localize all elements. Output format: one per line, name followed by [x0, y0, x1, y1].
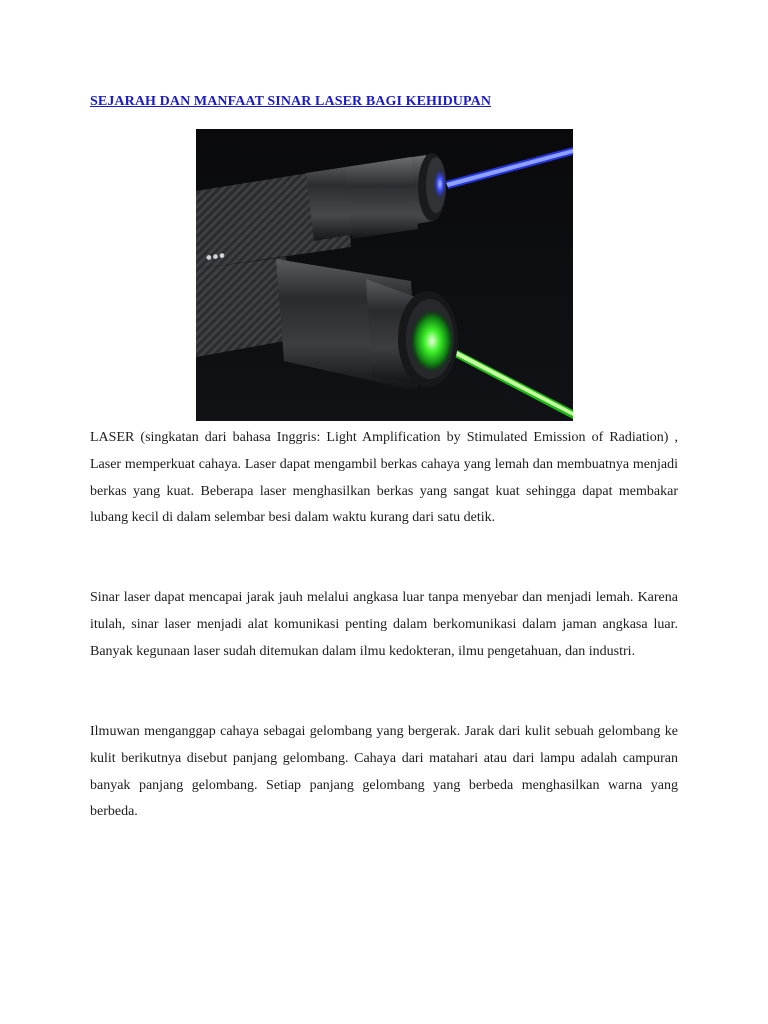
- svg-text:●●●: ●●●: [204, 249, 227, 264]
- paragraph: LASER (singkatan dari bahasa Inggris: Light Amplification by Stimulated Emission of Radiation) , Laser memperkuat cahaya. Laser dapat mengambil berkas cahaya yang lemah dan membuatnya menjadi berkas yang kuat. Beberapa laser menghasilkan berkas yang sangat kuat sehingga dapat membakar lubang kecil di dalam selembar besi dalam waktu kurang dari satu detik.: [90, 430, 678, 526]
- paragraph: Ilmuwan menganggap cahaya sebagai gelombang yang bergerak. Jarak dari kulit sebuah gelombang ke kulit berikutnya disebut panjang gelombang. Cahaya dari matahari atau dari lampu adalah campuran banyak panjang gelombang. Setiap panjang gelombang yang berbeda menghasilkan warna yang berbeda.: [90, 724, 678, 820]
- paragraph: Sinar laser dapat mencapai jarak jauh melalui angkasa luar tanpa menyebar dan menjadi lemah. Karena itulah, sinar laser menjadi alat komunikasi penting dalam berkomunikasi dalam jaman angkasa luar. Banyak kegunaan laser sudah ditemukan dalam ilmu kedokteran, ilmu pengetahuan, dan industri.: [90, 590, 678, 659]
- laser-pointers-photo: [196, 129, 573, 421]
- document-title: SEJARAH DAN MANFAAT SINAR LASER BAGI KEHIDUPAN: [90, 94, 492, 109]
